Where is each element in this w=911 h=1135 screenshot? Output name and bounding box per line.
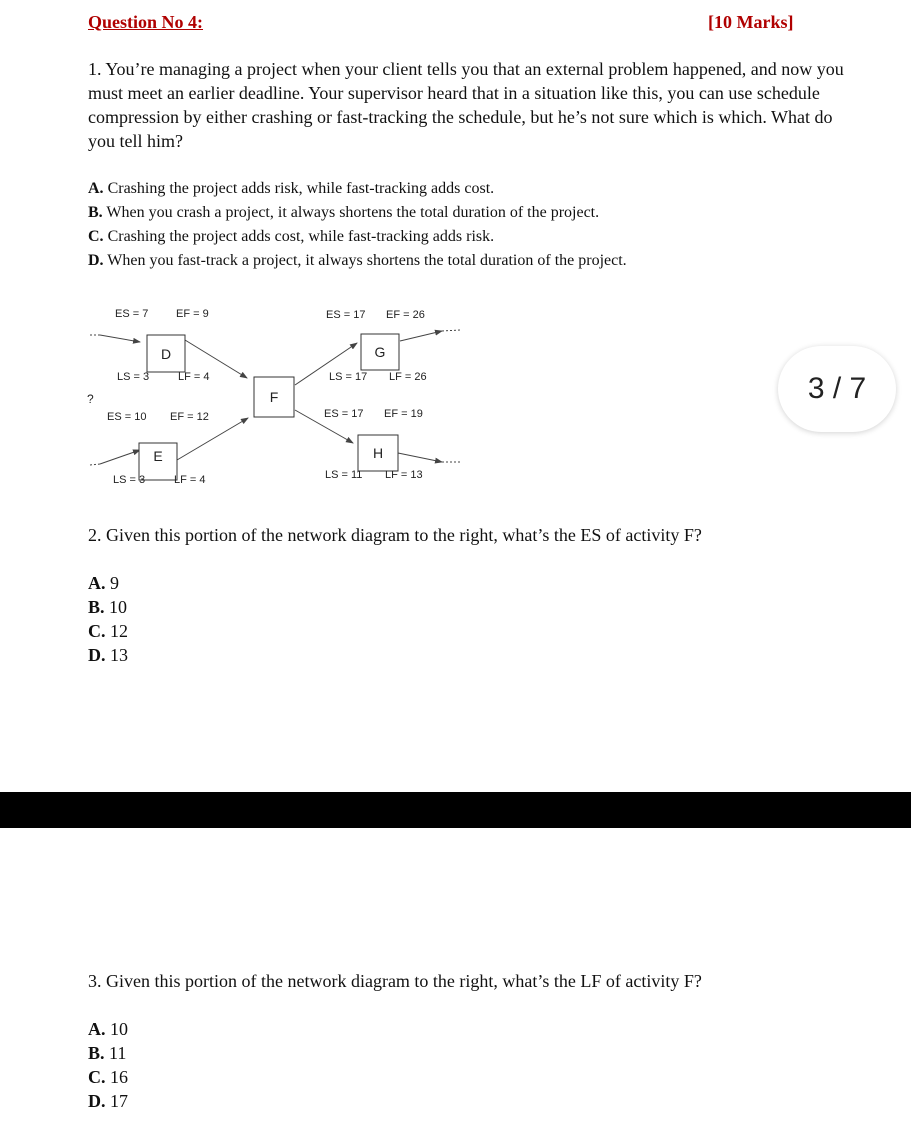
q2-option-b: B. 10 <box>88 597 128 617</box>
q1-option-a: A. Crashing the project adds risk, while fast-tracking adds cost. <box>88 180 495 197</box>
q3-option-b: B. 11 <box>88 1043 127 1063</box>
question-3-text: 3. Given this portion of the network diagram to the right, what’s the LF of activity F? <box>88 971 702 991</box>
node-g-label: G <box>374 344 386 360</box>
arrow-out-g <box>400 331 442 341</box>
arrow-into-d <box>100 335 140 342</box>
q1-option-c: C. Crashing the project adds cost, while fast-tracking adds risk. <box>88 228 495 245</box>
page-counter[interactable]: 3 / 7 <box>778 346 896 432</box>
g-es: ES = 17 <box>326 309 366 321</box>
q3-option-a: A. 10 <box>88 1019 128 1039</box>
node-h-label: H <box>372 445 384 461</box>
arrow-out-h <box>398 453 442 462</box>
question-mark: ? <box>87 392 94 406</box>
g-ls: LS = 17 <box>329 371 368 383</box>
page-separator-bar <box>0 792 911 828</box>
node-d-label: D <box>160 346 172 362</box>
d-ls: LS = 3 <box>117 371 150 383</box>
q1-option-d: D. When you fast-track a project, it always shortens the total duration of the project. <box>88 252 627 269</box>
h-lf: LF = 13 <box>385 469 423 481</box>
q1-option-b: B. When you crash a project, it always shortens the total duration of the project. <box>88 204 600 221</box>
network-diagram <box>80 300 480 495</box>
e-ls: LS = 3 <box>113 474 146 486</box>
arrow-into-e <box>100 450 140 464</box>
question-3-options <box>88 1017 848 1113</box>
q2-option-c: C. 12 <box>88 621 128 641</box>
arrow-e-to-f <box>177 418 248 460</box>
h-ef: EF = 19 <box>384 408 423 420</box>
q2-option-a: A. 9 <box>88 573 119 593</box>
node-f-label: F <box>269 389 279 405</box>
q2-option-d: D. 13 <box>88 645 128 665</box>
g-ef: EF = 26 <box>386 309 425 321</box>
e-lf: LF = 4 <box>174 474 206 486</box>
g-lf: LF = 26 <box>389 371 427 383</box>
d-lf: LF = 4 <box>178 371 210 383</box>
incoming-e-dash <box>90 464 100 465</box>
question-2-options <box>88 571 848 667</box>
question-1-options <box>88 177 848 273</box>
h-ls: LS = 11 <box>325 469 363 481</box>
node-e-label: E <box>153 448 163 464</box>
h-es: ES = 17 <box>324 408 364 420</box>
e-ef: EF = 12 <box>170 411 209 423</box>
e-es: ES = 10 <box>107 411 147 423</box>
d-ef: EF = 9 <box>176 308 209 320</box>
outgoing-g-dash <box>442 330 460 331</box>
question-heading: Question No 4: <box>88 12 204 32</box>
question-1-text: 1. You’re managing a project when your client tells you that an external problem happened, and now you must meet an earlier deadline. Your supervisor heard that in a situation like this, you can use schedule compression by either crashing or fast-tracking the schedule, but he’s not sure which is which. What do you tell him? <box>88 59 844 151</box>
question-2-text: 2. Given this portion of the network diagram to the right, what’s the ES of activity F? <box>88 525 702 545</box>
q3-option-c: C. 16 <box>88 1067 128 1087</box>
q3-option-d: D. 17 <box>88 1091 128 1111</box>
d-es: ES = 7 <box>115 308 149 320</box>
question-marks: [10 Marks] <box>708 12 794 32</box>
